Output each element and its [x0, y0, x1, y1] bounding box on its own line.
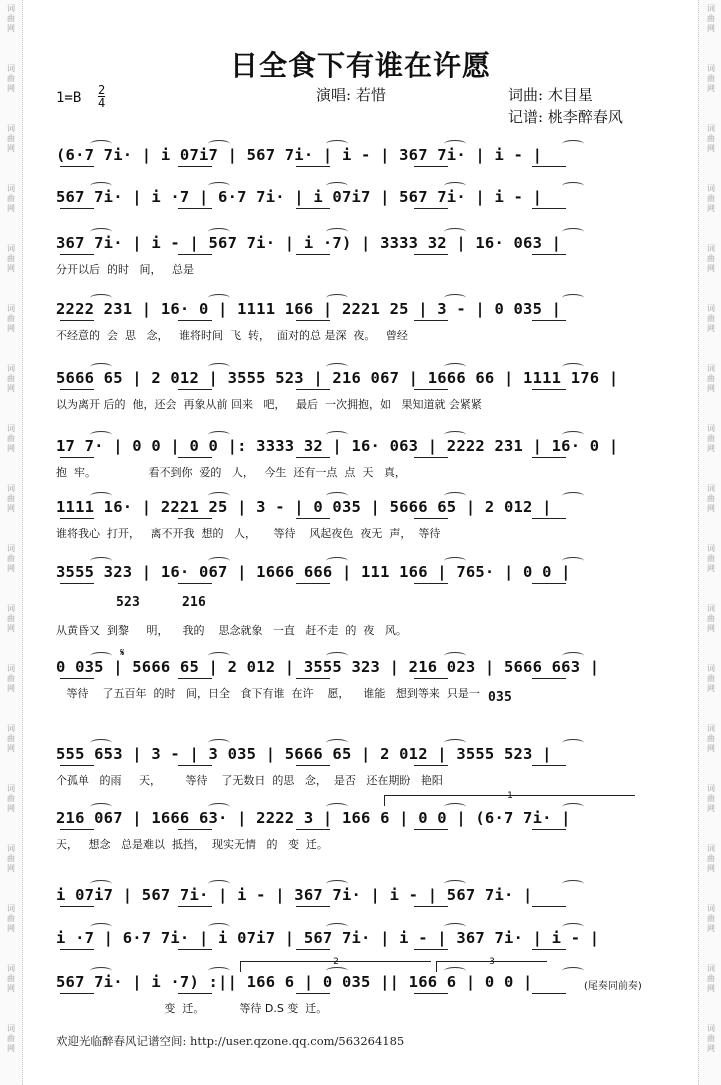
alternate-notes: 523: [116, 595, 141, 610]
beam-underline: [414, 765, 448, 766]
beam-underline: [178, 320, 212, 321]
slur-mark: [208, 880, 230, 888]
beam-underline: [414, 518, 448, 519]
score-lyrics-line: 等待 了五百年 的时 间，日全 食下有谁 在许 愿， 谁能 想到等来 只是一: [56, 687, 480, 700]
slur-mark: [208, 228, 230, 236]
beam-underline: [60, 583, 94, 584]
watermark-glyph: 词 曲 网: [707, 844, 715, 873]
beam-underline: [178, 906, 212, 907]
watermark-glyph: 词 曲 网: [7, 4, 15, 33]
beam-underline: [60, 518, 94, 519]
beam-underline: [296, 583, 330, 584]
score-notes-line: 567 7i· | i ·7) :|| 166 6 | 0 035 || 166 6 | 0 0 |: [56, 973, 533, 991]
slur-mark: [90, 739, 112, 747]
slur-mark: [326, 739, 348, 747]
slur-mark: [326, 228, 348, 236]
watermark-glyph: 词 曲 网: [707, 724, 715, 753]
watermark-glyph: 词 曲 网: [707, 124, 715, 153]
beam-underline: [60, 906, 94, 907]
footer-link[interactable]: 欢迎光临醉春风记谱空间: http://user.qzone.qq.com/563264185: [56, 1034, 405, 1048]
beam-underline: [296, 457, 330, 458]
beam-underline: [178, 457, 212, 458]
beam-underline: [178, 583, 212, 584]
beam-underline: [60, 208, 94, 209]
slur-mark: [562, 431, 584, 439]
beam-underline: [414, 829, 448, 830]
volta-bracket-3: 3: [436, 961, 547, 972]
beam-underline: [532, 949, 566, 950]
slur-mark: [208, 803, 230, 811]
score-lyrics-line: 以为离开 后的 他，还会 再象从前 回来 吧， 最后 一次拥抱，如 果知道就 会紧紧: [56, 398, 482, 411]
beam-underline: [532, 583, 566, 584]
alternate-notes: 216: [182, 595, 207, 610]
score-lyrics-line: 天， 想念 总是难以 抵挡， 现实无情 的 变 迁。: [56, 838, 328, 851]
slur-mark: [326, 923, 348, 931]
beam-underline: [532, 765, 566, 766]
slur-mark: [444, 492, 466, 500]
watermark-glyph: 词 曲 网: [7, 484, 15, 513]
key-signature: 1=B: [56, 90, 82, 106]
slur-mark: [208, 182, 230, 190]
slur-mark: [326, 294, 348, 302]
beam-underline: [414, 208, 448, 209]
slur-mark: [444, 140, 466, 148]
slur-mark: [208, 557, 230, 565]
watermark-glyph: 词 曲 网: [707, 904, 715, 933]
watermark-glyph: 词 曲 网: [707, 364, 715, 393]
slur-mark: [444, 294, 466, 302]
slur-mark: [444, 880, 466, 888]
watermark-glyph: 词 曲 网: [7, 364, 15, 393]
slur-mark: [444, 431, 466, 439]
watermark-glyph: 词 曲 网: [707, 424, 715, 453]
watermark-glyph: 词 曲 网: [707, 304, 715, 333]
beam-underline: [178, 765, 212, 766]
slur-mark: [90, 652, 112, 660]
beam-underline: [532, 993, 566, 994]
segno-sign: 𝄋: [120, 646, 125, 659]
beam-underline: [60, 254, 94, 255]
slur-mark: [444, 923, 466, 931]
watermark-glyph: 词 曲 网: [7, 844, 15, 873]
slur-mark: [326, 652, 348, 660]
beam-underline: [60, 949, 94, 950]
score-notes-line: (6·7 7i· | i 07i7 | 567 7i· | i - | 367 7i· | i - |: [56, 146, 543, 164]
beam-underline: [296, 389, 330, 390]
beam-underline: [532, 320, 566, 321]
beam-underline: [178, 949, 212, 950]
beam-underline: [296, 906, 330, 907]
beam-underline: [532, 166, 566, 167]
beam-underline: [296, 993, 330, 994]
slur-mark: [562, 652, 584, 660]
watermark-glyph: 词 曲 网: [707, 184, 715, 213]
beam-underline: [60, 457, 94, 458]
slur-mark: [326, 880, 348, 888]
beam-underline: [296, 208, 330, 209]
ending-note: (尾奏同前奏): [584, 981, 642, 992]
watermark-glyph: 词 曲 网: [7, 184, 15, 213]
watermark-glyph: 词 曲 网: [707, 544, 715, 573]
beam-underline: [296, 829, 330, 830]
score-notes-line: 2222 231 | 16· 0 | 1111 166 | 2221 25 | 3 - | 0 035 |: [56, 300, 562, 318]
slur-mark: [90, 228, 112, 236]
beam-underline: [414, 254, 448, 255]
beam-underline: [414, 993, 448, 994]
beam-underline: [60, 320, 94, 321]
watermark-glyph: 词 曲 网: [7, 304, 15, 333]
watermark-glyph: 词 曲 网: [7, 904, 15, 933]
slur-mark: [444, 363, 466, 371]
watermark-glyph: 词 曲 网: [707, 664, 715, 693]
watermark-glyph: 词 曲 网: [7, 424, 15, 453]
slur-mark: [208, 431, 230, 439]
score-notes-line: 367 7i· | i - | 567 7i· | i ·7) | 3333 32 | 16· 063 |: [56, 234, 562, 252]
beam-underline: [414, 678, 448, 679]
beam-underline: [296, 254, 330, 255]
beam-underline: [178, 254, 212, 255]
score-lyrics-line: 个孤单 的雨 天， 等待 了无数日 的思 念， 是否 还在期盼 艳阳: [56, 774, 443, 787]
slur-mark: [562, 492, 584, 500]
beam-underline: [60, 166, 94, 167]
slur-mark: [208, 652, 230, 660]
score-lyrics-line: 抱 牢。 看不到你 爱的 人， 今生 还有一点 点 天 真，: [56, 466, 406, 479]
slur-mark: [326, 182, 348, 190]
score-notes-line: i ·7 | 6·7 7i· | i 07i7 | 567 7i· | i - | 367 7i· | i - |: [56, 929, 600, 947]
score-notes-line: 0 035 | 5666 65 | 2 012 | 3555 323 | 216 023 | 5666 663 |: [56, 658, 600, 676]
score-notes-line: 5666 65 | 2 012 | 3555 523 | 216 067 | 1666 66 | 1111 176 |: [56, 369, 619, 387]
slur-mark: [562, 923, 584, 931]
slur-mark: [444, 182, 466, 190]
score-notes-line: 567 7i· | i ·7 | 6·7 7i· | i 07i7 | 567 7i· | i - |: [56, 188, 543, 206]
score-notes-line: 17 7· | 0 0 | 0 0 |: 3333 32 | 16· 063 | 2222 231 | 16· 0 |: [56, 437, 619, 455]
beam-underline: [296, 320, 330, 321]
transcriber-credit: 记谱: 桃李醉春风: [508, 108, 623, 126]
beam-underline: [414, 583, 448, 584]
slur-mark: [326, 140, 348, 148]
slur-mark: [562, 557, 584, 565]
beam-underline: [60, 389, 94, 390]
slur-mark: [90, 182, 112, 190]
beam-underline: [296, 166, 330, 167]
slur-mark: [326, 557, 348, 565]
watermark-glyph: 词 曲 网: [7, 724, 15, 753]
song-title: 日全食下有谁在许愿: [229, 49, 491, 82]
slur-mark: [208, 739, 230, 747]
beam-underline: [296, 518, 330, 519]
beam-underline: [178, 678, 212, 679]
score-lyrics-line: 变 迁。 等待 D.S 变 迁。: [56, 1002, 328, 1015]
beam-underline: [60, 765, 94, 766]
watermark-strip-left: [0, 0, 23, 1085]
slur-mark: [562, 363, 584, 371]
score-lyrics-line: 从黄昏又 到黎 明， 我的 思念就象 一直 赶不走 的 夜 风。: [56, 624, 407, 637]
slur-mark: [208, 923, 230, 931]
beam-underline: [414, 457, 448, 458]
beam-underline: [60, 993, 94, 994]
beam-underline: [532, 389, 566, 390]
watermark-glyph: 词 曲 网: [707, 964, 715, 993]
beam-underline: [296, 765, 330, 766]
volta-bracket-1: 1: [384, 795, 635, 806]
slur-mark: [90, 880, 112, 888]
slur-mark: [444, 557, 466, 565]
watermark-glyph: 词 曲 网: [707, 244, 715, 273]
slur-mark: [90, 363, 112, 371]
slur-mark: [326, 431, 348, 439]
slur-mark: [326, 803, 348, 811]
slur-mark: [444, 228, 466, 236]
slur-mark: [444, 652, 466, 660]
slur-mark: [562, 182, 584, 190]
slur-mark: [326, 363, 348, 371]
score-notes-line: 216 067 | 1666 63· | 2222 3 | 166 6 | 0 0 | (6·7 7i· |: [56, 809, 571, 827]
slur-mark: [208, 492, 230, 500]
watermark-glyph: 词 曲 网: [7, 784, 15, 813]
slur-mark: [208, 363, 230, 371]
watermark-glyph: 词 曲 网: [7, 1024, 15, 1053]
composer-credit: 词曲: 木目星: [508, 86, 593, 104]
slur-mark: [90, 803, 112, 811]
watermark-glyph: 词 曲 网: [7, 964, 15, 993]
beam-underline: [178, 518, 212, 519]
score-notes-line: 3555 323 | 16· 067 | 1666 666 | 111 166 | 765· | 0 0 |: [56, 563, 571, 581]
slur-mark: [562, 739, 584, 747]
beam-underline: [178, 993, 212, 994]
slur-mark: [90, 140, 112, 148]
beam-underline: [414, 320, 448, 321]
slur-mark: [90, 431, 112, 439]
slur-mark: [562, 140, 584, 148]
beam-underline: [532, 518, 566, 519]
beam-underline: [532, 208, 566, 209]
slur-mark: [562, 228, 584, 236]
slur-mark: [562, 294, 584, 302]
beam-underline: [296, 678, 330, 679]
slur-mark: [208, 294, 230, 302]
beam-underline: [60, 678, 94, 679]
slur-mark: [90, 967, 112, 975]
slur-mark: [208, 967, 230, 975]
beam-underline: [414, 389, 448, 390]
slur-mark: [562, 967, 584, 975]
beam-underline: [532, 678, 566, 679]
watermark-glyph: 词 曲 网: [7, 244, 15, 273]
slur-mark: [208, 140, 230, 148]
beam-underline: [414, 949, 448, 950]
watermark-strip-right: [698, 0, 721, 1085]
beam-underline: [178, 208, 212, 209]
watermark-glyph: 词 曲 网: [707, 784, 715, 813]
watermark-glyph: 词 曲 网: [7, 604, 15, 633]
singer-credit: 演唱: 若惜: [316, 86, 386, 104]
slur-mark: [90, 294, 112, 302]
score-lyrics-line: 分开以后 的时 间， 总是: [56, 263, 194, 276]
watermark-glyph: 词 曲 网: [707, 4, 715, 33]
watermark-glyph: 词 曲 网: [7, 64, 15, 93]
slur-mark: [90, 492, 112, 500]
score-lyrics-line: 不经意的 会 思 念， 谁将时间 飞 转， 面对的总 是深 夜。 曾经: [56, 329, 408, 342]
watermark-glyph: 词 曲 网: [707, 64, 715, 93]
slur-mark: [90, 923, 112, 931]
beam-underline: [532, 829, 566, 830]
watermark-glyph: 词 曲 网: [7, 544, 15, 573]
beam-underline: [296, 949, 330, 950]
watermark-glyph: 词 曲 网: [7, 664, 15, 693]
time-signature: 2 4: [98, 83, 106, 110]
score-notes-line: 555 653 | 3 - | 3 035 | 5666 65 | 2 012 | 3555 523 |: [56, 745, 552, 763]
score-lyrics-line: 谁将我心 打开， 离不开我 想的 人， 等待 风起夜色 夜无 声， 等待: [56, 527, 441, 540]
slur-mark: [444, 739, 466, 747]
beam-underline: [178, 166, 212, 167]
watermark-glyph: 词 曲 网: [707, 484, 715, 513]
alternate-notes: 035: [488, 690, 513, 705]
volta-bracket-2: 2: [240, 961, 431, 972]
slur-mark: [326, 492, 348, 500]
score-notes-line: i 07i7 | 567 7i· | i - | 367 7i· | i - | 567 7i· |: [56, 886, 533, 904]
beam-underline: [60, 829, 94, 830]
watermark-glyph: 词 曲 网: [7, 124, 15, 153]
beam-underline: [178, 829, 212, 830]
beam-underline: [532, 254, 566, 255]
slur-mark: [90, 557, 112, 565]
beam-underline: [532, 457, 566, 458]
beam-underline: [414, 906, 448, 907]
watermark-glyph: 词 曲 网: [707, 1024, 715, 1053]
beam-underline: [414, 166, 448, 167]
beam-underline: [532, 906, 566, 907]
slur-mark: [562, 880, 584, 888]
score-notes-line: 1111 16· | 2221 25 | 3 - | 0 035 | 5666 65 | 2 012 |: [56, 498, 552, 516]
watermark-glyph: 词 曲 网: [707, 604, 715, 633]
beam-underline: [178, 389, 212, 390]
